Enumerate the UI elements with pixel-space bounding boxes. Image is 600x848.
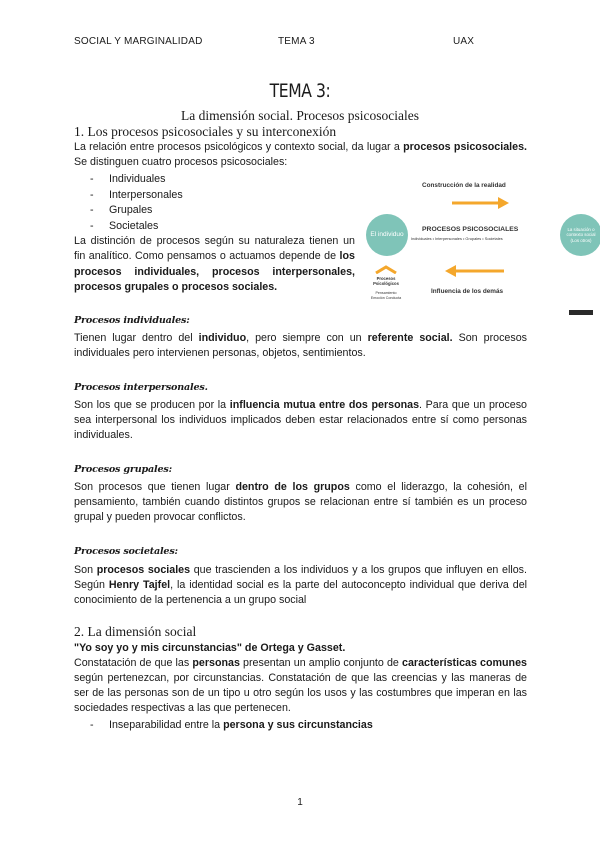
individuales-heading: Procesos individuales: [74,315,190,326]
arrow-left-icon [444,264,506,278]
process-list [90,172,183,234]
societales-heading: Procesos societales: [74,546,178,557]
section2-text: Constatación de que las personas presentan un amplio conjunto de características comunes según pertenezcan, por circunstancias. Constatación de que las creencias y las maneras de ser de las personas son de un tipo u otro según los usos y las costumbres que imperan en las sociedades respectivas a las que pertenecen. [74,657,527,714]
individual-circle: El individuo [366,214,408,256]
section2-list [90,718,373,734]
list-item: - Grupales [90,204,153,216]
figure-psych-title: Procesos Psicológicos [373,276,399,286]
figure-border-bar [569,310,593,315]
section1-heading: 1. Los procesos psicosociales y su interconexión [74,124,337,139]
individuales-text: Tienen lugar dentro del individuo, pero siempre con un referente social. Son procesos individuales pero intervienen personas, objetos, sentimientos. [74,332,527,359]
grupales-text: Son procesos que tienen lugar dentro de los grupos como el liderazgo, la cohesión, el pensamiento, también cuando distintos grupos se relacionan entre sí también es un proceso grupal y pueden provocar conflictos. [74,481,527,523]
list-item: - Inseparabilidad entre la persona y sus circunstancias [90,719,373,731]
interpersonales-heading: Procesos interpersonales. [74,382,208,393]
figure-center-title: PROCESOS PSICOSOCIALES [422,226,519,233]
section1-intro: La relación entre procesos psicológicos y contexto social, da lugar a procesos psicosociales. Se distinguen cuatro procesos psicosociales: [74,141,527,168]
list-item: - Individuales [90,173,166,185]
header-topic: TEMA 3 [278,36,315,47]
context-circle: La situación o contexto social (Los otros) [560,214,600,256]
arrow-right-icon [452,196,510,210]
ortega-quote: "Yo soy yo y mis circunstancias" de Ortega y Gasset. [74,642,346,654]
header-university: UAX [453,36,475,47]
page-title: TEMA 3: [269,80,331,102]
figure-top-label: Construcción de la realidad [422,182,506,189]
societales-text: Son procesos sociales que trascienden a los individuos y a los grupos que influyen en ellos. Según Henry Tajfel, la identidad social es la parte del autoconcepto individual que deriva del conocimiento de la pertenencia a un grupo social [74,564,528,606]
psychosocial-diagram [364,180,596,316]
page-number: 1 [297,797,303,808]
list-item: - Interpersonales [90,188,183,201]
grupales-heading: Procesos grupales: [74,464,172,475]
interpersonales-text: Son los que se producen por la influencia mutua entre dos personas. Para que un proceso sea interpersonal los individuos implicados deben estar relacionados entre sí como personas individuales. [74,399,527,441]
section2-heading: 2. La dimensión social [74,624,197,639]
figure-bottom-label: Influencia de los demás [431,288,504,295]
header-subject: SOCIAL Y MARGINALIDAD [74,36,203,47]
chevron-up-icon [374,264,398,274]
figure-psych-sub: Pensamiento Emoción Conducta [370,291,402,300]
section1-distinction: La distinción de procesos según su naturaleza tienen un fin analítico. Como pensamos o actuamos depende de los procesos individuales, procesos interpersonales, procesos grupales o procesos sociales. [74,235,355,293]
list-item: - Societales [90,219,159,232]
figure-center-sub: Individuales • Interpersonales • Grupales • Societales [411,236,503,241]
page-subtitle: La dimensión social. Procesos psicosociales [180,108,420,123]
